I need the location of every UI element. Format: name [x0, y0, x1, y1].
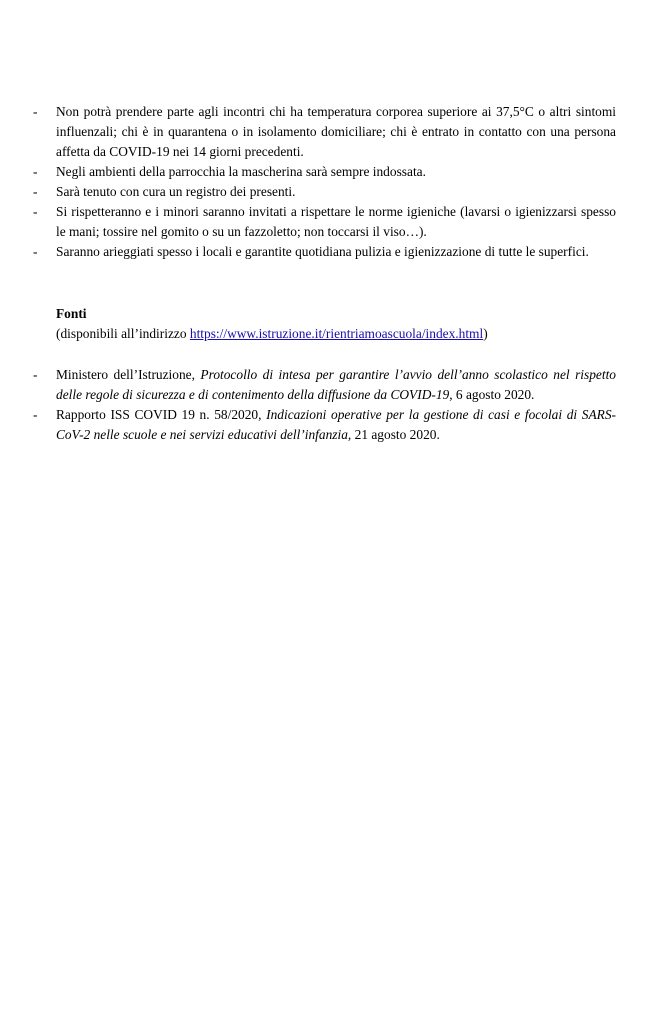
- list-item-text: Sarà tenuto con cura un registro dei presenti.: [56, 184, 296, 199]
- list-item-text: Si rispetteranno e i minori saranno invitati a rispettare le norme igieniche (lavarsi o igienizzarsi spesso le mani; tossire nel gomito o su un fazzoletto; non toccarsi il viso…).: [56, 204, 616, 239]
- list-item-text: Negli ambienti della parrocchia la mascherina sarà sempre indossata.: [56, 164, 426, 179]
- list-item: [33, 202, 616, 242]
- source-author: Ministero dell’Istruzione,: [56, 367, 201, 382]
- list-item-text: Non potrà prendere parte agli incontri chi ha temperatura corporea superiore ai 37,5°C o altri sintomi influenzali; chi è in quarantena o in isolamento domiciliare; chi è entrato in contatto con una persona affetta da COVID-19 nei 14 giorni precedenti.: [56, 104, 616, 159]
- list-item: [33, 405, 616, 445]
- list-marker: -: [33, 244, 38, 259]
- source-date: , 6 agosto 2020.: [449, 387, 535, 402]
- sources-title: Fonti: [56, 306, 87, 321]
- source-title: Indicazioni operative per la gestione di casi e focolai di SARS-CoV-2 nelle scuole e nei servizi educativi dell’infanzia,: [56, 407, 616, 442]
- sources-link[interactable]: https://www.istruzione.it/rientriamoascuola/index.html: [189, 326, 484, 341]
- list-item: [33, 365, 616, 405]
- sources-availability-prefix: (disponibili all’indirizzo: [56, 326, 190, 341]
- source-author: Rapporto ISS COVID 19 n. 58/2020,: [56, 407, 267, 422]
- sources-header: [56, 304, 616, 344]
- source-title: Protocollo di intesa per garantire l’avvio dell’anno scolastico nel rispetto delle regole di sicurezza e di contenimento della diffusione da COVID-19: [56, 367, 616, 402]
- list-marker: -: [33, 367, 38, 382]
- list-item: [33, 162, 616, 182]
- list-marker: -: [33, 204, 38, 219]
- sources-list: [33, 365, 616, 445]
- list-marker: -: [33, 104, 38, 119]
- source-date: 21 agosto 2020.: [351, 427, 440, 442]
- rules-list: [33, 102, 616, 262]
- list-item-text: Saranno arieggiati spesso i locali e garantite quotidiana pulizia e igienizzazione di tutte le superfici.: [56, 244, 589, 259]
- list-marker: -: [33, 407, 38, 422]
- list-item: [33, 102, 616, 162]
- list-marker: -: [33, 164, 38, 179]
- list-item: [33, 242, 616, 262]
- list-item: [33, 182, 616, 202]
- sources-availability-suffix: ): [483, 326, 488, 341]
- list-marker: -: [33, 184, 38, 199]
